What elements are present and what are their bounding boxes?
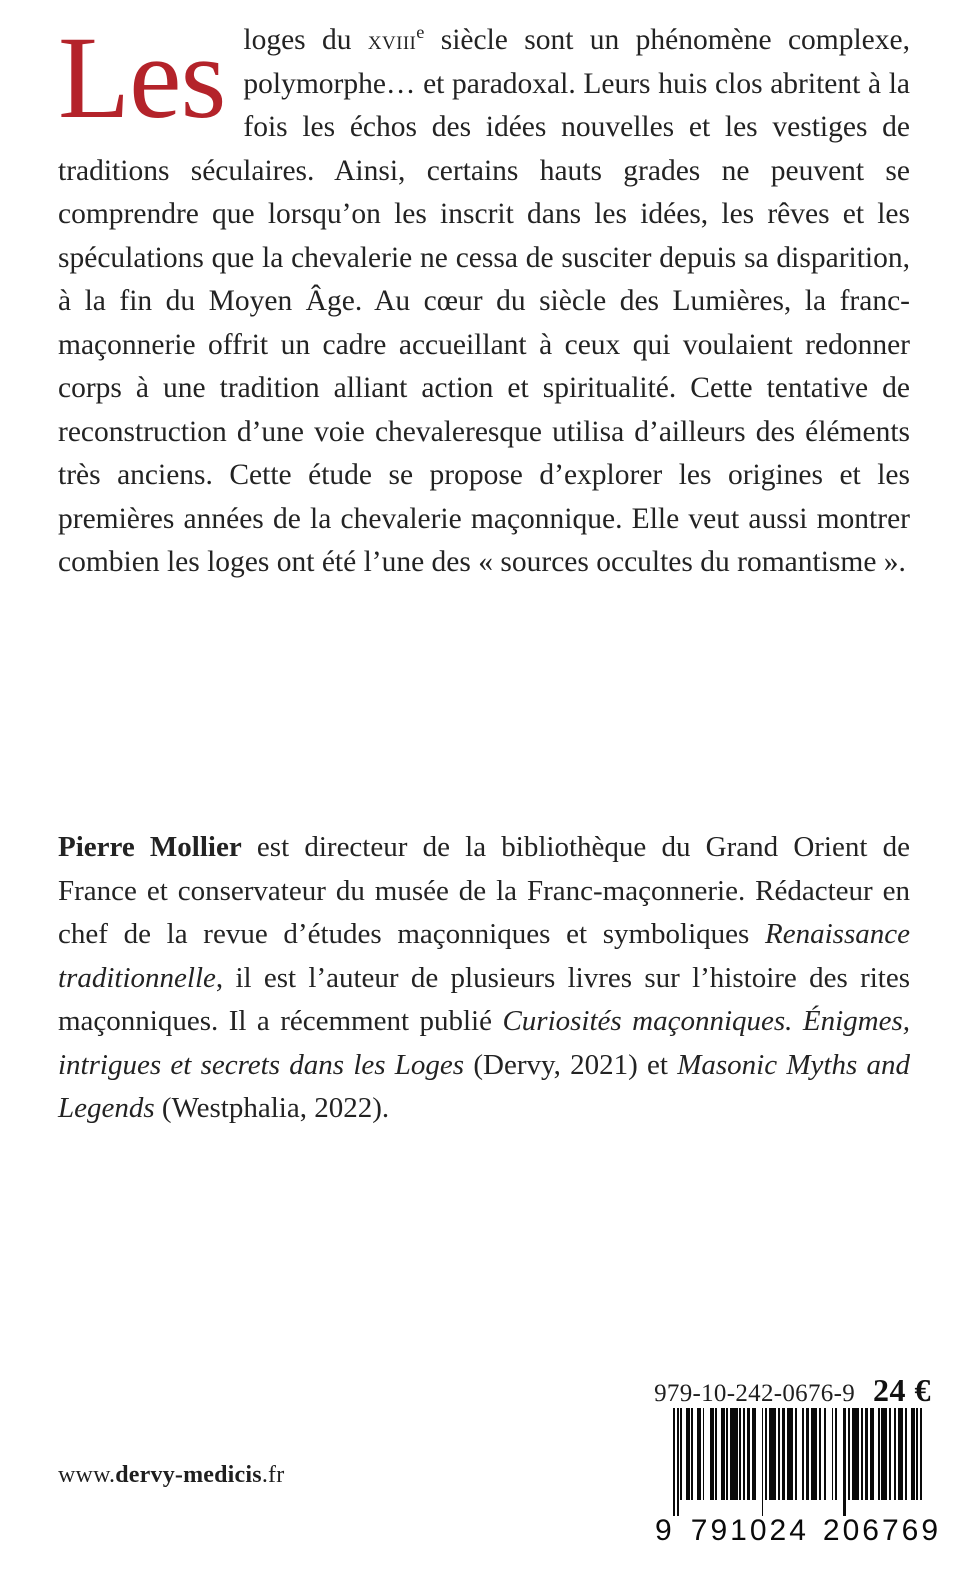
barcode-digit-left: 9	[655, 1514, 673, 1547]
website-tld: .fr	[261, 1462, 285, 1488]
drop-cap-les: Les	[58, 12, 226, 143]
barcode-digits-middle: 791024	[690, 1514, 809, 1547]
century-ordinal-suffix: e	[416, 22, 425, 43]
bio-segment-2: , il est l’auteur de plusieurs livres sur l’histoire des rites maçonniques. Il a récemment publié	[58, 961, 910, 1037]
barcode-digits	[651, 1514, 941, 1548]
book-title-masonic-myths: Masonic Myths and Legends	[58, 1048, 911, 1124]
isbn-text: 979-10-242-0676-9	[654, 1380, 855, 1407]
synopsis-lead: loges du	[243, 24, 368, 56]
author-name: Pierre Mollier	[58, 831, 242, 863]
journal-title: Renaissance traditionnelle	[58, 918, 910, 994]
barcode	[651, 1408, 941, 1548]
isbn-price-row	[654, 1372, 931, 1409]
barcode-bars	[651, 1408, 941, 1516]
publisher-website[interactable]	[58, 1462, 284, 1489]
synopsis-paragraph	[58, 12, 910, 585]
bio-segment-4: (Westphalia, 2022).	[154, 1092, 390, 1124]
bio-segment-3: (Dervy, 2021) et	[464, 1048, 678, 1081]
barcode-digits-right: 206769	[822, 1514, 941, 1547]
website-brand: dervy-medicis	[115, 1462, 262, 1488]
price-text: 24 €	[873, 1372, 931, 1408]
century-numeral: xviii	[367, 24, 417, 55]
synopsis-block	[58, 12, 910, 585]
book-title-curiosites: Curiosités maçonniques. Énigmes, intrigues et secrets dans les Loges	[58, 1005, 910, 1081]
barcode-bar	[920, 1408, 922, 1500]
author-bio-paragraph	[58, 826, 910, 1131]
author-bio-block	[58, 826, 910, 1131]
bio-segment-1: est directeur de la bibliothèque du Grand Orient de France et conservateur du musée de la Franc-maçonnerie. Rédacteur en chef de la revue d’études maçonniques et symboliques	[58, 831, 910, 950]
synopsis-body: siècle sont un phénomène complexe, polymorphe… et paradoxal. Leurs huis clos abritent à la fois les échos des idées nouvelles et les vestiges de traditions séculaires. Ainsi, certains hauts grades ne peuvent se comprendre que lorsqu’on les inscrit dans les idées, les rêves et les spéculations que la chevalerie ne cessa de susciter depuis sa disparition, à la fin du Moyen Âge. Au cœur du siècle des Lumières, la franc-maçonnerie offrit un cadre accueillant à ceux qui voulaient redonner corps à une tradition alliant action et spiritualité. Cette tentative de reconstruction d’une voie chevaleresque utilisa d’ailleurs des éléments très anciens. Cette étude se propose d’explorer les origines et les premières années de la chevalerie maçonnique. Elle veut aussi montrer combien les loges ont été l’une des « sources occultes du romantisme ».	[58, 24, 910, 578]
website-prefix: www.	[58, 1462, 116, 1488]
